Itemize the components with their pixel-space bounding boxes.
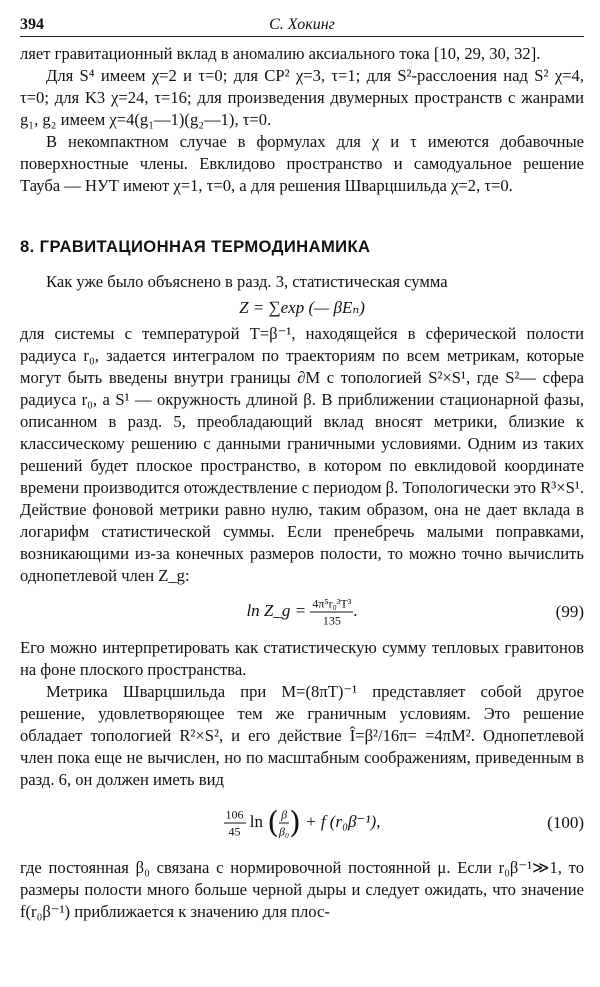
equation-partition-function — [20, 293, 584, 323]
paragraph-thermal-gravitons: Его можно интерпретировать как статистическую сумму тепловых гравитонов на фоне плоского пространства. — [20, 638, 584, 679]
equation-100-coefficient — [224, 808, 246, 839]
equation-99-body — [20, 597, 584, 628]
paragraph-continued: ляет гравитационный вклад в аномалию аксиального тока [10, 29, 30, 32]. — [20, 44, 541, 63]
fraction-denominator: 45 — [228, 824, 241, 839]
equation-100-ln: ln — [249, 811, 264, 831]
page-header — [20, 14, 584, 37]
paragraph-noncompact: В некомпактном случае в формулах для χ и τ имеются добавочные поверхностные члены. Евклидово пространство и самодуальное решение Тауба — НУТ имеют χ=1, τ=0, а для решения Шварцшильда χ=2, τ=0. — [20, 132, 584, 195]
paragraph-path-integral: для системы с температурой T=β⁻¹, находящейся в сферической полости радиуса r₀, задается интегралом по траекториям по всем метрикам, которые могут быть введены внутри границы ∂M с топологией S²×S¹, где S²— сфера радиуса r₀, а S¹ — окружность длиной β. В приближении стационарной фазы, описанном в разд. 5, преобладающий вклад вносят метрики, близкие к классическому решению с данными граничными условиями. Одним из таких решений будет плоское пространство, в котором по евклидовой координате времени производится отождествление с периодом β. Топологически это R³×S¹. Действие фоновой метрики равно нулю, таким образом, она не дает вклада в логарифм статистической суммы. Если пренебречь малыми поправками, возникающими из-за конечных размеров полости, то можно точно вычислить однопетлевой член Z_g: — [20, 324, 584, 585]
running-title: С. Хокинг — [269, 16, 335, 33]
equation-100-beta-ratio — [279, 808, 289, 839]
right-paren: ) — [289, 805, 301, 841]
left-paren: ( — [267, 805, 279, 841]
fraction-numerator: 4π⁵r₀³T³ — [312, 596, 352, 611]
equation-99-tail: . — [353, 600, 358, 620]
fraction-numerator: β — [279, 808, 289, 824]
equation-text: Z = ∑exp (— βEₙ) — [239, 298, 365, 317]
paragraph-schwarzschild: Метрика Шварцшильда при M=(8πT)⁻¹ представляет собой другое решение, удовлетворяющее тем же граничным условиям. Это решение обладает топологией R²×S², и его действие Î=β²/16π= =4πM². Однопетлевой член пока еще не вычислен, но по масштабным соображениям, приведенным в разд. 6, он должен иметь вид — [20, 682, 584, 789]
equation-number-99: (99) — [555, 602, 584, 621]
equation-100-body — [20, 806, 584, 841]
book-page — [20, 14, 584, 923]
equation-99-lhs: ln Z_g = — [246, 600, 307, 620]
section-title: 8. ГРАВИТАЦИОННАЯ ТЕРМОДИНАМИКА — [20, 237, 371, 256]
paragraph-normalization: где постоянная β₀ связана с нормировочной постоянной μ. Если r₀β⁻¹≫1, то размеры полости много больше черной дыры и следует ожидать, что значение f(r₀β⁻¹) приближается к значению для плос- — [20, 858, 584, 921]
equation-number-100: (100) — [547, 813, 584, 832]
paragraph-euler-characteristics: Для S⁴ имеем χ=2 и τ=0; для CP² χ=3, τ=1; для S²-расслоения над S² χ=4, τ=0; для K3 χ=24, τ=16; для произведения двумерных пространств с жанрами g₁, g₂ имеем χ=4(g₁—1)(g₂—1), τ=0. — [20, 66, 584, 129]
equation-100 — [20, 797, 584, 849]
equation-100-tail: + f (r₀β⁻¹), — [305, 811, 381, 831]
fraction-denominator: β₀ — [278, 824, 290, 839]
equation-99-fraction — [310, 597, 353, 628]
fraction-denominator: 135 — [322, 613, 341, 628]
fraction-numerator: 106 — [225, 807, 244, 822]
section-intro: Как уже было объяснено в разд. 3, статистическая сумма — [46, 272, 448, 291]
equation-99 — [20, 589, 584, 635]
page-number: 394 — [20, 16, 44, 33]
